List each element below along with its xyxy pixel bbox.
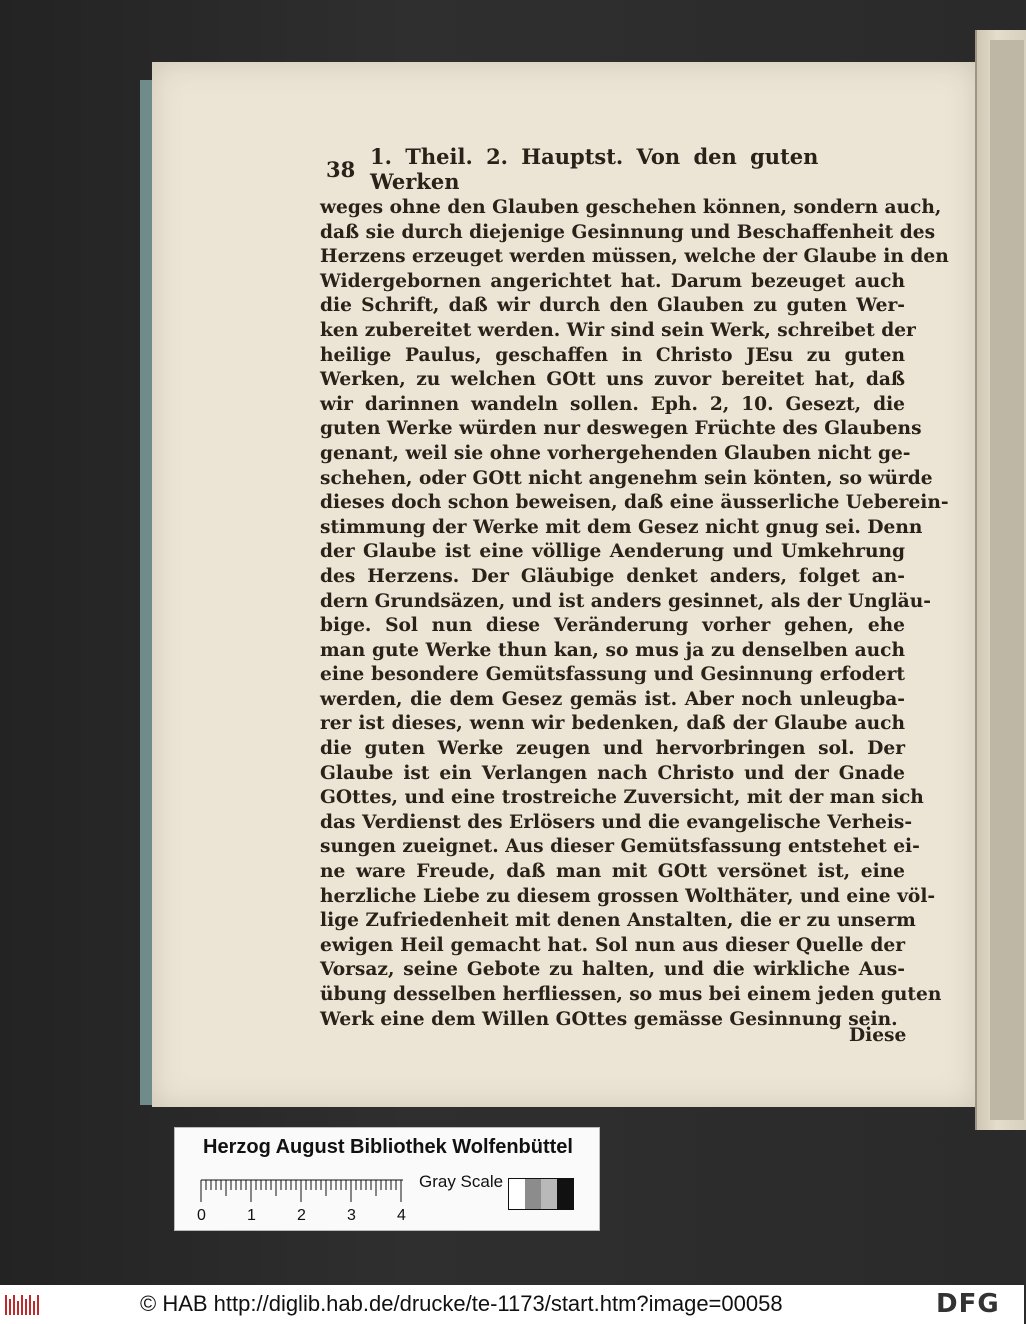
text-line: ken zubereitet werden. Wir sind sein Werk, schreibet der [320,319,916,341]
library-name: Herzog August Bibliothek Wolfenbüttel [203,1136,573,1158]
gray-swatch-cell [557,1179,573,1209]
footer-url-text[interactable]: © HAB http://diglib.hab.de/drucke/te-1173/start.htm?image=00058 [140,1291,783,1316]
text-line: herzliche Liebe zu diesem grossen Wolthäter, und eine völ- [320,885,936,907]
ruler-number: 1 [247,1207,256,1224]
text-line: ne ware Freude, daß man mit GOtt versönet ist, eine [320,861,905,883]
text-line: werden, die dem Gesez gemäs ist. Aber noch unleugba- [320,688,905,710]
running-head: 1. Theil. 2. Hauptst. Von den guten Werken [370,144,819,194]
text-line: Vorsaz, seine Gebote zu halten, und die wirkliche Aus- [320,959,905,981]
footer-bar [0,1285,1024,1324]
body-text [320,196,949,1032]
text-line: übung desselben herfliessen, so mus bei einem jeden guten [320,984,942,1005]
text-line: weges ohne den Glauben geschehen können, sondern auch, [320,197,942,218]
text-line: Werken, zu welchen GOtt uns zuvor bereitet hat, daß [320,369,905,391]
text-line: der Glaube ist eine völlige Aenderung und Umkehrung [320,541,905,563]
text-line: dieses doch schon beweisen, daß eine äusserliche Ueberein- [320,492,949,514]
dfg-logo: DFG [936,1289,1000,1319]
text-line: ewigen Heil gemacht hat. Sol nun aus dieser Quelle der [320,934,905,956]
ruler-number: 4 [397,1207,406,1224]
next-page-strip [990,40,1024,1120]
hab-logo-icon [4,1293,40,1317]
scale-card [174,1127,600,1231]
catchword: Diese [849,1025,907,1046]
text-line: heilige Paulus, geschaffen in Christo JEsu zu guten [320,344,905,366]
text-line: daß sie durch diejenige Gesinnung und Beschaffenheit des [320,221,936,243]
text-line: rer ist dieses, wenn wir bedenken, daß der Glaube auch [320,713,905,735]
ruler-number: 3 [347,1207,356,1224]
text-line: das Verdienst des Erlösers und die evangelische Verheis- [320,811,913,833]
gray-swatch-cell [541,1179,557,1209]
text-line: GOttes, und eine trostreiche Zuversicht, mit der man sich [320,787,924,809]
text-line: stimmung der Werke mit dem Gesez nicht gnug sei. Denn [320,516,923,538]
text-line: des Herzens. Der Gläubige denket anders, folget an- [320,565,905,587]
text-line: lige Zufriedenheit mit denen Anstalten, die er zu unserm [320,910,916,932]
text-line: dern Grundsäzen, und ist anders gesinnet, als der Ungläu- [320,590,931,612]
ruler-number: 0 [197,1207,206,1224]
page-number: 38 [326,156,356,182]
page-header [326,144,886,194]
text-line: guten Werke würden nur deswegen Früchte des Glaubens [320,418,922,440]
ruler-number: 2 [297,1207,306,1224]
text-line: eine besondere Gemütsfassung und Gesinnung erfodert [320,664,905,686]
gray-swatch-cell [509,1179,525,1209]
text-line: Widergebornen angerichtet hat. Darum bezeuget auch [320,270,905,292]
gray-scale-label: Gray Scale [419,1172,504,1191]
text-line: Werk eine dem Willen GOttes gemässe Gesinnung sein. [320,1008,898,1030]
text-line: man gute Werke thun kan, so mus ja zu denselben auch [320,639,905,661]
text-line: wir darinnen wandeln sollen. Eph. 2, 10. Gesezt, die [320,393,905,415]
text-line: Glaube ist ein Verlangen nach Christo und der Gnade [320,762,905,784]
text-line: schehen, oder GOtt nicht angenehm sein könten, so würde [320,467,933,489]
text-line: sungen zueignet. Aus dieser Gemütsfassung entstehet ei- [320,836,920,858]
gray-scale-swatch [508,1178,574,1210]
text-line: die guten Werke zeugen und hervorbringen sol. Der [320,738,905,760]
text-line: bige. Sol nun diese Veränderung vorher gehen, ehe [320,615,905,637]
gray-swatch-cell [525,1179,541,1209]
text-line: genant, weil sie ohne vorhergehenden Glauben nicht ge- [320,442,911,464]
text-line: Herzens erzeuget werden müssen, welche der Glaube in den [320,246,949,268]
text-line: die Schrift, daß wir durch den Glauben zu guten Wer- [320,295,905,317]
